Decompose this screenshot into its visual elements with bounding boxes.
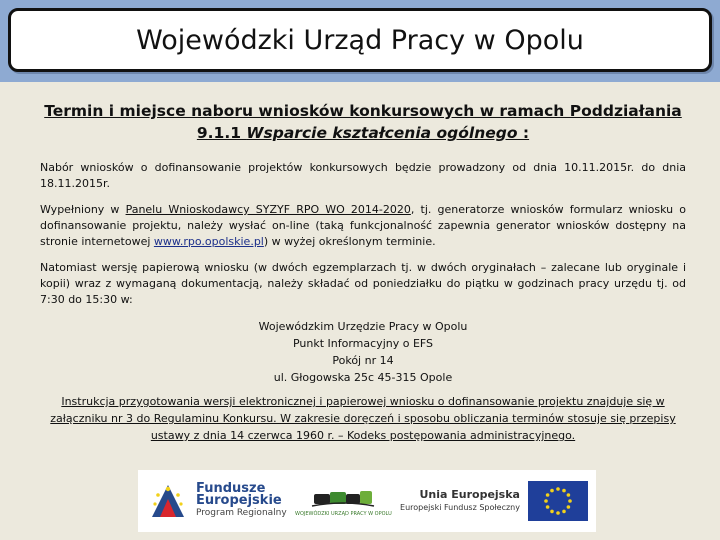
heading-line1: Termin i miejsce naboru wniosków konkursowych w ramach Poddziałania <box>44 102 682 120</box>
ue-logo-line1: Unia Europejska <box>419 488 520 501</box>
eu-flag-icon <box>528 481 588 521</box>
syzyf-panel-link[interactable]: Panelu Wnioskodawcy SYZYF RPO WO 2014-2020 <box>125 203 411 216</box>
rpo-website-link[interactable]: www.rpo.opolskie.pl <box>153 235 264 248</box>
wup-opole-icon <box>310 486 376 510</box>
address-line4: ul. Głogowska 25c 45-315 Opole <box>273 371 453 384</box>
paragraph-online-part1: Wypełniony w <box>40 203 126 216</box>
heading-end: : <box>517 124 530 142</box>
wup-opole-logo <box>295 486 392 517</box>
logo-strip <box>138 470 596 532</box>
heading-number: 9.1.1 <box>196 124 242 142</box>
ue-logo-line2: Europejski Fundusz Społeczny <box>400 503 520 512</box>
address-line1: Wojewódzkim Urzędzie Pracy w Opolu <box>258 320 468 333</box>
address-line2: Punkt Informacyjny o EFS <box>292 337 434 350</box>
heading-italic: Wsparcie kształcenia ogólnego <box>246 124 518 142</box>
unia-europejska-logo <box>400 481 588 521</box>
paragraph-dates: Nabór wniosków o dofinansowanie projektów konkursowych będzie prowadzony od dnia 10.11.2015r. do dnia 18.11.2015r. <box>40 161 686 190</box>
fe-logo-line1: Fundusze <box>196 481 266 496</box>
fe-logo-line3: Program Regionalny <box>196 508 287 518</box>
paragraph-paper: Natomiast wersję papierową wniosku (w dwóch egzemplarzach tj. w dwóch oryginałach – zalecane lub oryginale i kopii) wraz z wymaganą dokumentacją, należy składać od poniedziałku do piątku w godzinach pracy urzędu tj. od 7:30 do 15:30 w: <box>40 261 686 306</box>
page-title-box <box>8 8 712 72</box>
section-heading <box>40 100 686 144</box>
paragraph-online <box>40 202 686 250</box>
address-line3: Pokój nr 14 <box>332 354 394 367</box>
instruction-text: Instrukcja przygotowania wersji elektronicznej i papierowej wniosku o dofinansowanie projektu znajduje się w załączniku nr 3 do Regulaminu Konkursu. W zakresie doręczeń i sposobu obliczania terminów stosuje się przepisy ustawy z dnia 14 czerwca 1960 r. – Kodeks postępowania administracyjnego. <box>50 395 676 442</box>
address-block <box>40 318 686 386</box>
main-content <box>40 100 686 444</box>
paragraph-online-part2: , tj. generatorze wniosków formularz wniosku o dofinansowanie projektu, należy wysłać on-line (taką funkcjonalność zapewnia generator wniosków dostępny na stronie internetowej <box>40 203 686 248</box>
fe-logo-line2: Europejskie <box>196 493 282 508</box>
wup-logo-text: WOJEWÓDZKI URZĄD PRACY W OPOLU <box>295 510 392 517</box>
fundusze-europejskie-logo <box>146 479 287 523</box>
fundusze-europejskie-icon <box>146 479 190 523</box>
paragraph-online-part3: ) w wyżej określonym terminie. <box>263 235 436 248</box>
heading-line2 <box>40 122 686 144</box>
page-title: Wojewódzki Urząd Pracy w Opolu <box>136 24 584 56</box>
